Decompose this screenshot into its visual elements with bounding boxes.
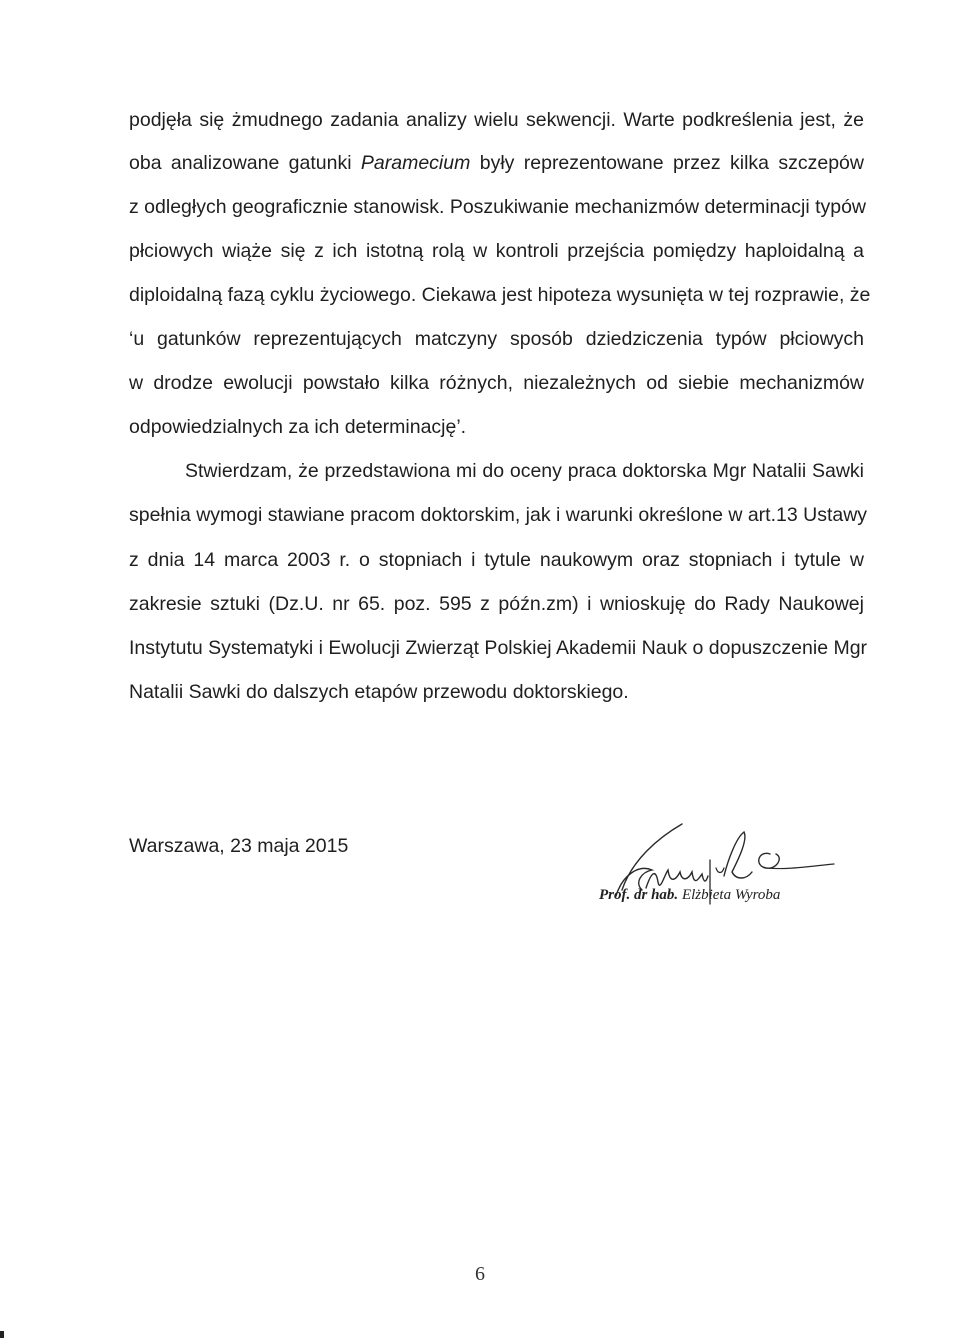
- body-line-2-end: były reprezentowane przez kilka szczepów: [470, 152, 864, 174]
- academic-title: Prof. dr hab.: [599, 887, 679, 903]
- body-line-8: odpowiedzialnych za ich determinację’.: [129, 416, 467, 438]
- signature-caption: [599, 886, 780, 904]
- body-line-2-start: oba analizowane gatunki: [129, 152, 361, 174]
- scan-edge-mark: [0, 1331, 4, 1338]
- body-line-9: Stwierdzam, że przedstawiona mi do oceny praca doktorska Mgr Natalii Sawki: [185, 460, 864, 482]
- body-line-7: w drodze ewolucji powstało kilka różnych, niezależnych od siebie mechanizmów: [129, 372, 864, 394]
- body-line-6: ‘u gatunków reprezentujących matczyny sposób dziedziczenia typów płciowych: [129, 328, 864, 350]
- signatory-name: Elżbieta Wyroba: [681, 887, 781, 903]
- body-line-13: Instytutu Systematyki i Ewolucji Zwierząt Polskiej Akademii Nauk o dopuszczenie Mgr: [129, 637, 868, 659]
- species-name-italic: Paramecium: [360, 152, 471, 174]
- page-number: 6: [475, 1263, 485, 1285]
- body-line-3: z odległych geograficznie stanowisk. Poszukiwanie mechanizmów determinacji typów: [129, 196, 867, 218]
- body-line-5: diploidalną fazą cyklu życiowego. Ciekawa jest hipoteza wysunięta w tej rozprawie, że: [129, 284, 871, 306]
- body-line-11: z dnia 14 marca 2003 r. o stopniach i tytule naukowym oraz stopniach i tytule w: [129, 549, 864, 571]
- body-line-2: [129, 151, 864, 175]
- body-line-14: Natalii Sawki do dalszych etapów przewodu doktorskiego.: [129, 681, 629, 703]
- body-line-10: spełnia wymogi stawiane pracom doktorskim, jak i warunki określone w art.13 Ustawy: [129, 504, 868, 526]
- body-line-4: płciowych wiąże się z ich istotną rolą w kontroli przejścia pomiędzy haploidalną a: [129, 240, 864, 262]
- place-and-date: Warszawa, 23 maja 2015: [129, 835, 349, 857]
- body-line-12: zakresie sztuki (Dz.U. nr 65. poz. 595 z późn.zm) i wnioskuję do Rady Naukowej: [129, 593, 864, 615]
- body-line-1: podjęła się żmudnego zadania analizy wielu sekwencji. Warte podkreślenia jest, że: [129, 109, 864, 131]
